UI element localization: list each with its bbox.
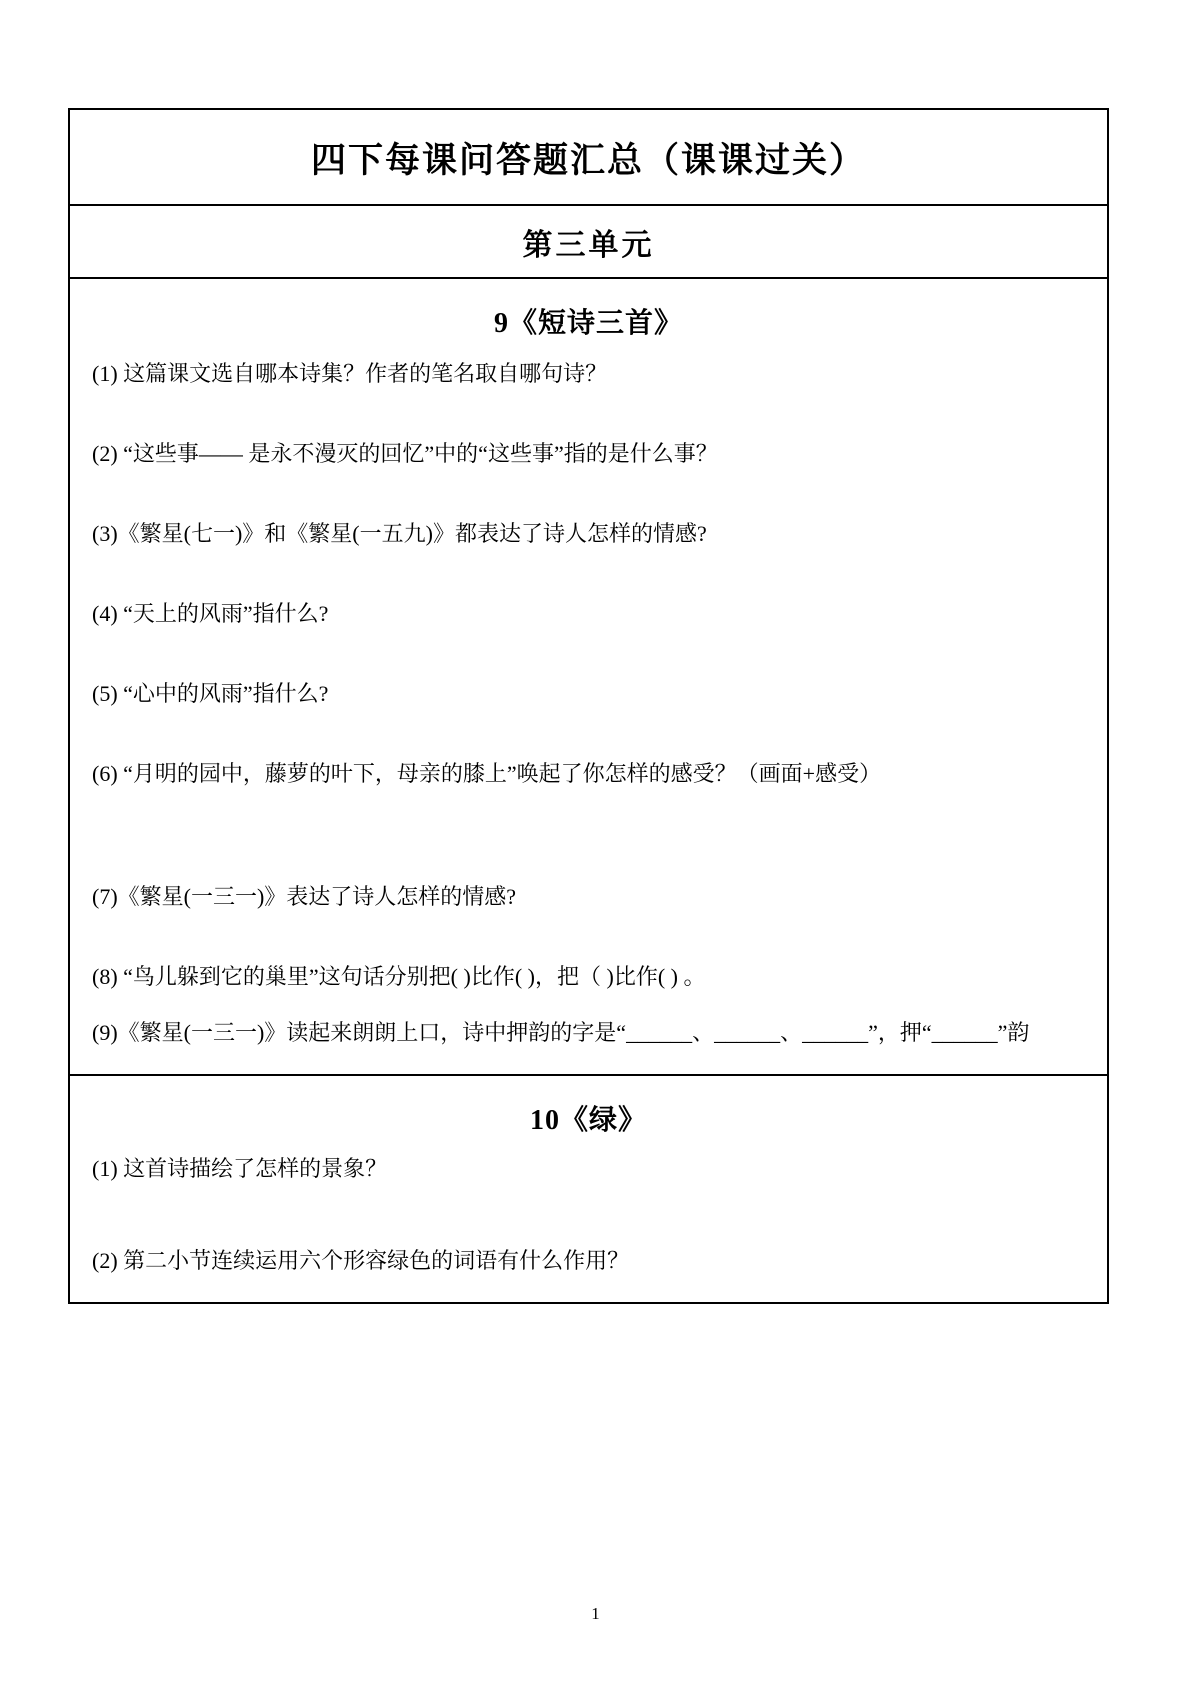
worksheet-table: [68, 108, 1109, 1304]
question-item: (6) “月明的园中，藤萝的叶下，母亲的膝上”唤起了你怎样的感受？（画面+感受）: [92, 761, 882, 787]
lesson-9-questions: [70, 351, 1107, 1074]
question-item: (1) 这篇课文选自哪本诗集？作者的笔名取自哪句诗？: [92, 361, 608, 386]
question-item: (3)《繁星(七一)》和《繁星(一五九)》都表达了诗人怎样的情感?: [92, 521, 707, 547]
question-item: (1) 这首诗描绘了怎样的景象？: [92, 1155, 388, 1181]
page-number: 1: [591, 1604, 600, 1623]
question-item: (9)《繁星(一三一)》读起来朗朗上口，诗中押韵的字是“______、______、______”，押“______”韵: [92, 1019, 1030, 1045]
question-item: (5) “心中的风雨”指什么?: [92, 681, 329, 707]
unit-heading: 第三单元: [522, 229, 655, 262]
document-title-row: [70, 110, 1107, 206]
question-item: (7)《繁星(一三一)》表达了诗人怎样的情感?: [92, 883, 517, 909]
question-item: (2) 第二小节连续运用六个形容绿色的词语有什么作用？: [92, 1247, 630, 1273]
question-item: (2) “这些事—— 是永不漫灭的回忆”中的“这些事”指的是什么事？: [92, 441, 718, 467]
lesson-10-questions: [70, 1148, 1107, 1302]
unit-heading-row: [70, 206, 1107, 279]
question-item: (4) “天上的风雨”指什么?: [92, 601, 329, 627]
page-title: 四下每课问答题汇总（课课过关）: [310, 141, 866, 180]
lesson-10-section: [70, 1076, 1107, 1302]
lesson-10-heading: 10《绿》: [529, 1104, 647, 1136]
lesson-9-heading: 9《短诗三首》: [493, 308, 683, 339]
lesson-9-section: [70, 279, 1107, 1076]
question-item: (8) “鸟儿躲到它的巢里”这句话分别把( )比作( )，把（ )比作( ) 。: [92, 963, 706, 989]
